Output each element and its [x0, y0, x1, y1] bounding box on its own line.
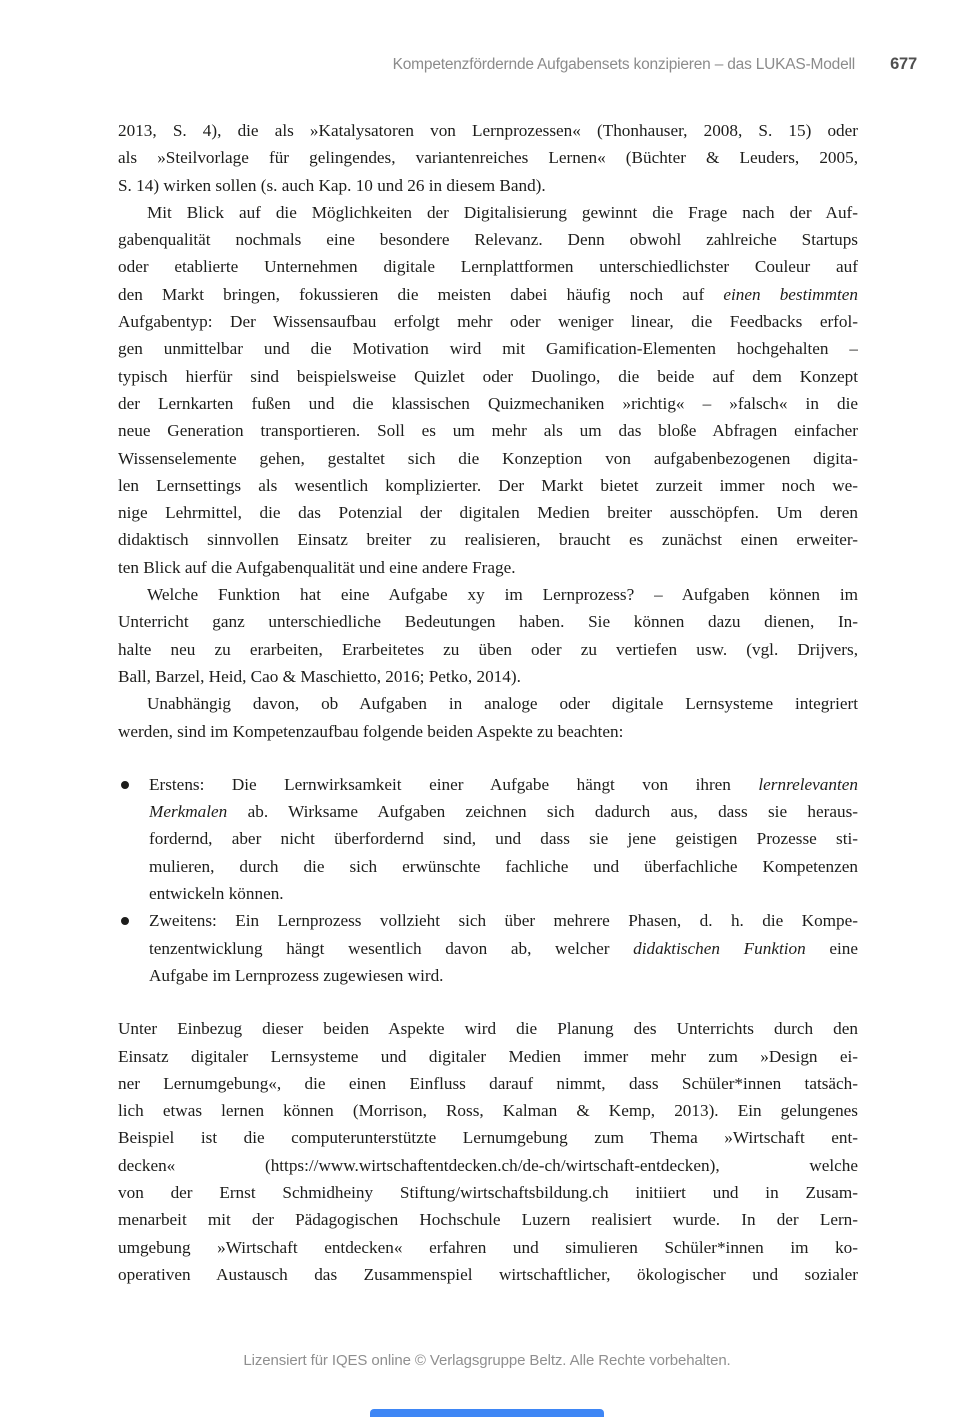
- text-line: entwickeln können.: [149, 884, 284, 904]
- bottom-scroll-indicator[interactable]: [370, 1409, 604, 1417]
- license-text: Lizensiert für IQES online © Verlagsgruppe Beltz. Alle Rechte vorbehalten.: [243, 1352, 731, 1369]
- text-line: mulieren, durch die sich erwünschte fachliche und überfachliche Kompetenzen: [149, 856, 858, 876]
- text-line: Welche Funktion hat eine Aufgabe xy im Lernprozess? – Aufgaben können im: [147, 585, 858, 605]
- bullet-list-item: [118, 907, 858, 989]
- text-line: Zweitens: Ein Lernprozess vollzieht sich über mehrere Phasen, d. h. die Kompe-: [149, 911, 858, 931]
- text-line: werden, sind im Kompetenzaufbau folgende beiden Aspekte zu beachten:: [118, 721, 624, 741]
- text-line: Merkmalen ab. Wirksame Aufgaben zeichnen sich dadurch aus, dass sie heraus-: [149, 802, 858, 822]
- paragraph: [118, 117, 858, 199]
- text-line: Unterricht ganz unterschiedliche Bedeutungen haben. Sie können dazu dienen, In-: [118, 612, 858, 632]
- text-line: der Lernkarten fußen und die klassischen Quizmechaniken »richtig« – »falsch« in die: [118, 393, 858, 413]
- paragraph: [118, 581, 858, 690]
- text-line: umgebung »Wirtschaft entdecken« erfahren und simulieren Schüler*innen im ko-: [118, 1237, 858, 1257]
- text-line: len Lernsettings als wesentlich komplizierter. Der Markt bietet zurzeit immer noch we-: [118, 475, 858, 495]
- text-line: neue Generation transportieren. Soll es um mehr als um das bloße Abfragen einfacher: [118, 421, 858, 441]
- page-header: [118, 56, 917, 78]
- text-line: Aufgabentyp: Der Wissensaufbau erfolgt mehr oder weniger linear, die Feedbacks erfol-: [118, 312, 858, 332]
- text-line: gabenqualität nochmals eine besondere Relevanz. Denn obwohl zahlreiche Startups: [118, 230, 858, 250]
- text-line: Beispiel ist die computerunterstützte Lernumgebung zum Thema »Wirtschaft ent-: [118, 1128, 858, 1148]
- text-line: oder etablierte Unternehmen digitale Lernplattformen unterschiedlichster Couleur auf: [118, 257, 858, 277]
- text-line: didaktisch sinnvollen Einsatz breiter zu realisieren, braucht es zunächst einen erweiter-: [118, 530, 858, 550]
- page-number: 677: [890, 55, 917, 73]
- text-line: fordernd, aber nicht überfordernd sind, und dass sie jene geistigen Prozesse sti-: [149, 829, 858, 849]
- paragraph-gap: [118, 989, 858, 1015]
- text-line: ner Lernumgebung«, die einen Einfluss darauf nimmt, dass Schüler*innen tatsäch-: [118, 1073, 858, 1093]
- paragraph: [118, 199, 858, 581]
- text-line: Mit Blick auf die Möglichkeiten der Digitalisierung gewinnt die Frage nach der Auf-: [147, 202, 858, 222]
- paragraph: [118, 690, 858, 745]
- running-title: Kompetenzfördernde Aufgabensets konzipieren – das LUKAS-Modell: [392, 56, 855, 73]
- bullet-icon: [121, 917, 129, 925]
- text-line: menarbeit mit der Pädagogischen Hochschule Luzern realisiert wurde. In der Lern-: [118, 1210, 858, 1230]
- paragraph-gap: [118, 745, 858, 771]
- text-line: Einsatz digitaler Lernsysteme und digitaler Medien immer mehr zum »Design ei-: [118, 1046, 858, 1066]
- text-line: Ball, Barzel, Heid, Cao & Maschietto, 2016; Petko, 2014).: [118, 666, 521, 686]
- text-line: gen unmittelbar und die Motivation wird mit Gamification-Elementen hochgehalten –: [118, 339, 858, 359]
- text-line: lich etwas lernen können (Morrison, Ross, Kalman & Kemp, 2013). Ein gelungenes: [118, 1101, 858, 1121]
- text-line: halte neu zu erarbeiten, Erarbeitetes zu üben oder zu vertiefen usw. (vgl. Drijvers,: [118, 639, 858, 659]
- text-line: als »Steilvorlage für gelingendes, variantenreiches Lernen« (Büchter & Leuders, 2005,: [118, 148, 858, 168]
- text-line: ten Blick auf die Aufgabenqualität und eine andere Frage.: [118, 557, 516, 577]
- bullet-list-item: [118, 771, 858, 907]
- text-line: den Markt bringen, fokussieren die meisten dabei häufig noch auf einen bestimmten: [118, 284, 858, 304]
- paragraph: [118, 1015, 858, 1288]
- text-line: decken« (https://www.wirtschaftentdecken.ch/de-ch/wirtschaft-entdecken), welche: [118, 1155, 858, 1175]
- text-line: S. 14) wirken sollen (s. auch Kap. 10 und 26 in diesem Band).: [118, 175, 546, 195]
- text-line: Wissenselemente gehen, gestaltet sich die Konzeption von aufgabenbezogenen digita-: [118, 448, 858, 468]
- text-line: operativen Austausch das Zusammenspiel wirtschaftlicher, ökologischer und sozialer: [118, 1264, 858, 1284]
- text-line: Aufgabe im Lernprozess zugewiesen wird.: [149, 965, 444, 985]
- text-line: Unter Einbezug dieser beiden Aspekte wird die Planung des Unterrichts durch den: [118, 1019, 858, 1039]
- text-line: Unabhängig davon, ob Aufgaben in analoge oder digitale Lernsysteme integriert: [147, 694, 858, 714]
- page-footer: [0, 1352, 974, 1369]
- bullet-icon: [121, 781, 129, 789]
- text-line: typisch hierfür sind beispielsweise Quizlet oder Duolingo, die beide auf dem Konzept: [118, 366, 858, 386]
- text-line: von der Ernst Schmidheiny Stiftung/wirtschaftsbildung.ch initiiert und in Zusam-: [118, 1182, 858, 1202]
- text-line: nige Lehrmittel, die das Potenzial der digitalen Medien breiter ausschöpfen. Um deren: [118, 503, 858, 523]
- text-line: Erstens: Die Lernwirksamkeit einer Aufgabe hängt von ihren lernrelevanten: [149, 774, 858, 794]
- text-line: 2013, S. 4), die als »Katalysatoren von Lernprozessen« (Thonhauser, 2008, S. 15) oder: [118, 121, 858, 140]
- page-body: [118, 117, 858, 1288]
- text-line: tenzentwicklung hängt wesentlich davon ab, welcher didaktischen Funktion eine: [149, 938, 858, 958]
